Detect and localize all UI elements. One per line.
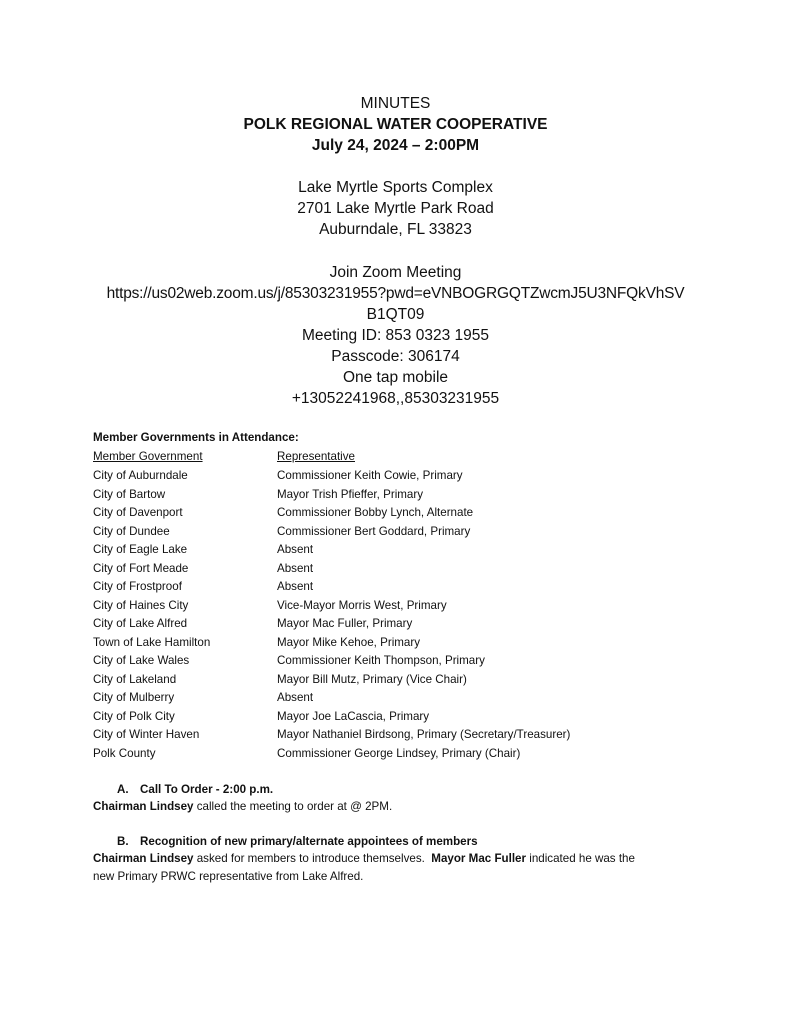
section-a-letter: A. [117, 783, 129, 796]
passcode: Passcode: 306174 [331, 348, 460, 365]
representative: Commissioner Keith Cowie, Primary [277, 469, 463, 482]
representative: Commissioner Bert Goddard, Primary [277, 524, 471, 538]
section-b-title: Recognition of new primary/alternate appointees of members [140, 835, 478, 848]
section-b-letter: B. [117, 835, 129, 848]
attendance-title: Member Governments in Attendance: [93, 431, 299, 444]
member-government: City of Davenport [93, 506, 183, 519]
speaker-name: Chairman Lindsey [93, 852, 194, 865]
col-header-representative: Representative [277, 450, 355, 463]
location-line: 2701 Lake Myrtle Park Road [297, 200, 494, 217]
section-a-text [93, 800, 392, 814]
member-government: City of Mulberry [93, 691, 175, 704]
representative: Absent [277, 543, 314, 556]
member-government: City of Polk City [93, 709, 175, 723]
one-tap-label: One tap mobile [342, 369, 449, 386]
location-line: Auburndale, FL 33823 [319, 221, 472, 238]
representative: Commissioner George Lindsey, Primary (Chair) [277, 746, 521, 760]
member-government: City of Haines City [93, 598, 189, 612]
member-government: City of Lake Wales [93, 654, 190, 667]
member-government: City of Bartow [93, 487, 166, 501]
member-government: City of Fort Meade [93, 561, 189, 575]
member-government: City of Eagle Lake [93, 543, 188, 556]
member-government: City of Auburndale [93, 469, 188, 482]
section-b-body: indicated he was the [526, 852, 635, 865]
zoom-url-cont[interactable]: B1QT09 [366, 306, 425, 323]
member-government: Town of Lake Hamilton [93, 635, 211, 649]
section-a-title: Call To Order - 2:00 p.m. [140, 783, 274, 796]
member-government: City of Winter Haven [93, 728, 200, 741]
section-b-text [93, 852, 635, 866]
zoom-title: Join Zoom Meeting [329, 264, 462, 281]
zoom-url[interactable]: https://us02web.zoom.us/j/85303231955?pwd=eVNBOGRGQTZwcmJ5U3NFQkVhSV [106, 285, 685, 302]
member-government: City of Lake Alfred [93, 617, 188, 630]
section-a-body: called the meeting to order at @ 2PM. [193, 800, 393, 813]
representative: Commissioner Keith Thompson, Primary [277, 654, 485, 667]
member-government: City of Frostproof [93, 580, 182, 593]
speaker-name: Chairman Lindsey [93, 800, 194, 813]
meeting-date: July 24, 2024 – 2:00PM [311, 137, 480, 154]
representative: Mayor Joe LaCascia, Primary [277, 709, 430, 723]
representative: Vice-Mayor Morris West, Primary [277, 598, 447, 612]
representative: Mayor Nathaniel Birdsong, Primary (Secretary/Treasurer) [277, 728, 571, 741]
member-government: Polk County [93, 746, 156, 760]
col-header-government: Member Government [93, 450, 203, 463]
one-tap-phone: +13052241968,,85303231955 [291, 390, 500, 407]
representative: Mayor Trish Pfieffer, Primary [277, 487, 424, 501]
representative: Mayor Mike Kehoe, Primary [277, 635, 421, 649]
representative: Absent [277, 561, 314, 575]
representative: Commissioner Bobby Lynch, Alternate [277, 506, 474, 519]
speaker-name: Mayor Mac Fuller [431, 852, 527, 865]
member-government: City of Dundee [93, 524, 170, 538]
doc-type: MINUTES [360, 95, 431, 112]
representative: Mayor Mac Fuller, Primary [277, 617, 413, 630]
representative: Mayor Bill Mutz, Primary (Vice Chair) [277, 672, 467, 686]
representative: Absent [277, 580, 314, 593]
org-title: POLK REGIONAL WATER COOPERATIVE [243, 116, 548, 133]
representative: Absent [277, 691, 314, 704]
location-line: Lake Myrtle Sports Complex [298, 179, 493, 196]
member-government: City of Lakeland [93, 672, 177, 686]
section-b-text-cont: new Primary PRWC representative from Lake Alfred. [93, 870, 364, 883]
section-b-body: asked for members to introduce themselves. [193, 852, 432, 865]
meeting-id: Meeting ID: 853 0323 1955 [302, 327, 489, 344]
